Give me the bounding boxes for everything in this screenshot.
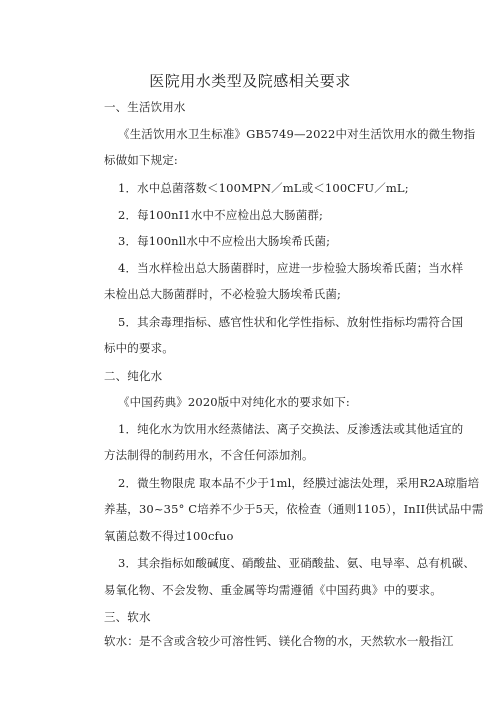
list-item-line: 养基，30~35° C培养不少于5天，依检查（通则1105），InII供试品中需 [104,502,484,516]
list-item-line: 方法制得的制药用水，不含任何添加剂。 [104,448,314,462]
list-item-line: 标中的要求。 [104,341,174,355]
list-item-line: 氧菌总数不得过100cfuo [104,529,234,543]
list-item-line: 3．每100nll水中不应检出大肠埃希氏菌; [118,234,331,248]
list-item-line: 2．每100nI1水中不应检出总大肠菌群; [118,208,324,222]
paragraph-line: 《中国药典》2020版中对纯化水的要求如下: [118,395,350,409]
list-item-line: 易氧化物、不会发物、重金属等均需遵循《中国药典》中的要求。 [104,583,442,597]
document-title: 医院用水类型及院感相关要求 [149,72,351,90]
list-item-line: 未检出总大肠菌群时，不必检验大肠埃希氏菌; [104,287,342,301]
paragraph-line: 《生活饮用水卫生标准》GB5749—2022中对生活饮用水的微生物指 [118,127,476,141]
list-item-line: 5．其余毒理指标、感官性状和化学性指标、放射性指标均需符合国 [118,315,464,329]
paragraph-line: 软水：是不含或含较少可溶性钙、镁化合物的水，天然软水一般指江 [104,634,454,648]
section-heading-soft-water: 三、软水 [104,610,151,624]
section-heading-drinking-water: 一、生活饮用水 [104,100,186,114]
section-heading-purified-water: 二、纯化水 [104,369,163,383]
list-item-line: 2．微生物限虎 取本品不少于1ml，经膜过滤法处理，采用R2A琼脂培 [118,476,480,490]
list-item-line: 4．当水样检出总大肠菌群时，应进一步检验大肠埃希氏菌；当水样 [118,261,464,275]
list-item-line: 1．水中总菌落数＜100MPN／mL或＜100CFU／mL; [118,181,409,195]
list-item-line: 3．其余指标如酸碱度、硝酸盐、亚硝酸盐、氨、电导率、总有机碳、 [118,556,475,570]
list-item-line: 1．纯化水为饮用水经蒸储法、离子交换法、反渗透法或其他适宜的 [118,422,464,436]
paragraph-line: 标做如下规定: [104,153,178,167]
